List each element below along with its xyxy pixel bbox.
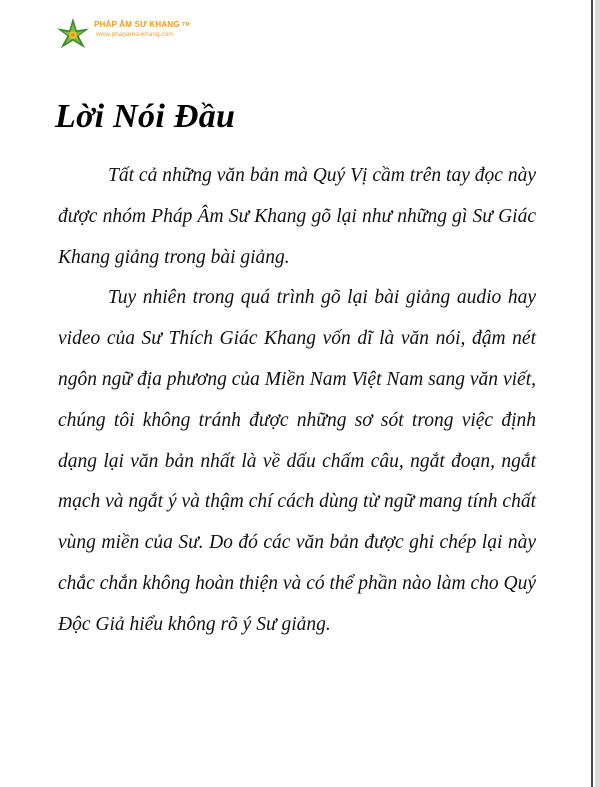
page-title: Lời Nói Đầu <box>55 98 236 135</box>
website-url[interactable]: www.phapamsukhang.com <box>96 31 174 38</box>
trademark-mark: TM <box>182 22 190 28</box>
body-text <box>58 156 536 646</box>
brand-logo[interactable] <box>54 12 190 52</box>
paragraph: Tuy nhiên trong quá trình gõ lại bài giảng audio hay video của Sư Thích Giác Khang vốn dĩ là văn nói, đậm nét ngôn ngữ địa phương của Miền Nam Việt Nam sang văn viết, chúng tôi không tránh được những sơ sót trong việc định dạng lại văn bản nhất là về dấu chấm câu, ngắt đoạn, ngắt mạch và ngắt ý và thậm chí cách dùng từ ngữ mang tính chất vùng miền của Sư. Do đó các văn bản được ghi chép lại này chắc chắn không hoàn thiện và có thể phần nào làm cho Quý Độc Giả hiểu không rõ ý Sư giảng. <box>58 287 536 635</box>
page-edge-shadow <box>595 0 600 787</box>
logo-text <box>94 20 190 39</box>
brand-name: PHÁP ÂM SƯ KHANG ™ <box>94 20 190 29</box>
lotus-star-icon <box>54 16 92 54</box>
paragraph: Tất cả những văn bản mà Quý Vị cầm trên tay đọc này được nhóm Pháp Âm Sư Khang gõ lại như những gì Sư Giác Khang giảng trong bài giảng. <box>58 165 536 268</box>
